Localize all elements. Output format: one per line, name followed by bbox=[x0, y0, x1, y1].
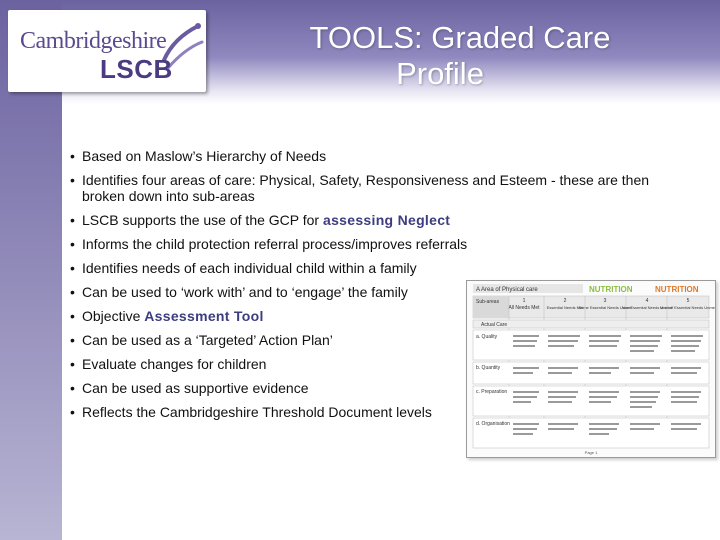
bullet-item: • LSCB supports the use of the GCP for assessing Neglect bbox=[70, 212, 710, 228]
logo-acronym: LSCB bbox=[100, 54, 173, 84]
svg-text:Essential Needs Met: Essential Needs Met bbox=[546, 305, 584, 310]
title-line-2: Profile bbox=[396, 56, 484, 91]
form-page-label: Page 1 bbox=[584, 450, 598, 455]
form-col-header: Sub-areas bbox=[476, 299, 500, 305]
form-row-label: d. Organisation bbox=[476, 421, 510, 427]
svg-text:4: 4 bbox=[645, 298, 649, 304]
form-row-label: a. Quality bbox=[476, 334, 498, 340]
svg-text:Most of Essential Needs Unmet: Most of Essential Needs Unmet bbox=[659, 305, 715, 310]
emphasis-term: Assessment Tool bbox=[144, 308, 264, 324]
bullet-item: • Can be used to ‘work with’ and to ‘engage’ the family bbox=[70, 284, 710, 300]
form-row-label: c. Preparation bbox=[476, 389, 508, 395]
bullet-item: • Objective Assessment Tool bbox=[70, 308, 710, 324]
bullet-item: • Can be used as a ‘Targeted’ Action Plan’ bbox=[70, 332, 710, 348]
bullet-item: • Based on Maslow’s Hierarchy of Needs bbox=[70, 148, 710, 164]
page-title bbox=[270, 20, 650, 92]
bullet-item: • Identifies needs of each individual child within a family bbox=[70, 260, 710, 276]
logo-name: Cambridgeshire bbox=[20, 28, 167, 54]
svg-text:1: 1 bbox=[522, 298, 526, 304]
bullet-item: • Can be used as supportive evidence bbox=[70, 380, 710, 396]
svg-text:All Needs Met: All Needs Met bbox=[508, 305, 540, 311]
bullet-item: • Identifies four areas of care: Physical, Safety, Responsiveness and Esteem - these are then broken down into sub-areas bbox=[70, 172, 710, 204]
form-row-label: b. Quantity bbox=[476, 365, 501, 371]
svg-text:5: 5 bbox=[686, 298, 690, 304]
gcp-form-thumbnail bbox=[466, 280, 716, 458]
svg-text:3: 3 bbox=[603, 298, 607, 304]
bullet-item: • Reflects the Cambridgeshire Threshold Document levels bbox=[70, 404, 710, 420]
form-area-label: A Area of Physical care bbox=[476, 287, 538, 293]
bullet-item: • Informs the child protection referral process/improves referrals bbox=[70, 236, 710, 252]
form-nutrition-label: NUTRITION bbox=[589, 285, 633, 294]
bullet-item: • Evaluate changes for children bbox=[70, 356, 710, 372]
form-nutrition-label-2: NUTRITION bbox=[655, 285, 699, 294]
title-line-1: TOOLS: Graded Care bbox=[309, 20, 611, 55]
gcp-form-image bbox=[467, 281, 715, 457]
logo bbox=[8, 10, 206, 92]
svg-text:Non Essential Needs Unmet: Non Essential Needs Unmet bbox=[621, 305, 673, 310]
svg-text:Some Essential Needs Unmet: Some Essential Needs Unmet bbox=[578, 305, 632, 310]
emphasis-term: assessing Neglect bbox=[322, 212, 451, 228]
form-sub-header: Actual Care bbox=[481, 322, 508, 328]
svg-text:2: 2 bbox=[563, 298, 567, 304]
